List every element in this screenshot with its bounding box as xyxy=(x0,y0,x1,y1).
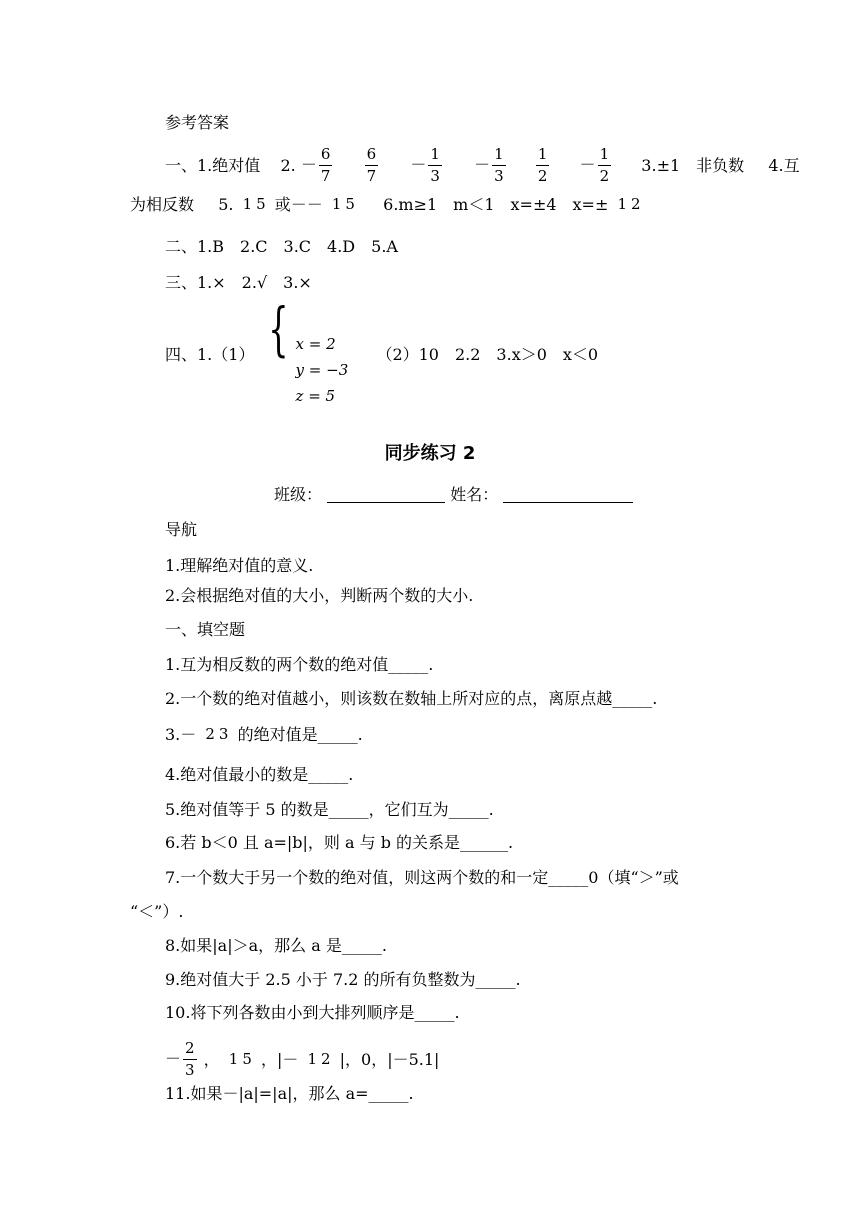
name-blank[interactable] xyxy=(503,486,633,503)
question-10-numbers: － $\frac{2}{3}$ ， 1 5 ，|－ 1 2 |，0，|－5.1| xyxy=(165,1039,440,1079)
exercise-title: 同步练习 2 xyxy=(384,443,476,464)
fraction: $\frac{1}{2}$ xyxy=(537,145,548,185)
fraction: $\frac{1}{2}$ xyxy=(599,145,610,185)
question-7-line-1: 7.一个数大于另一个数的绝对值，则这两个数的和一定_____0（填“＞”或 xyxy=(165,867,679,887)
question-4: 4.绝对值最小的数是_____. xyxy=(165,764,354,784)
question-5: 5.绝对值等于 5 的数是_____，它们互为_____. xyxy=(165,799,494,819)
answers-section-1-line-1: 一、1.绝对值 2. － $\frac{6}{7}$ $\frac{6}{7}$ － $\frac{1}{3}$ － $\frac{1}{3}$ $\frac{1}{2}$ － $\frac{1}{2}$ 3.±1 非负数 4.互 xyxy=(165,145,800,185)
answers-heading: 参考答案 xyxy=(165,112,230,132)
fraction: 1 5 xyxy=(228,1050,252,1068)
question-7-line-2: “＜”）. xyxy=(130,901,184,921)
nav-item-1: 1.理解绝对值的意义. xyxy=(165,555,314,575)
left-brace-icon: { xyxy=(267,295,289,363)
fraction: 2 3 xyxy=(205,725,229,743)
answers-section-3: 三、1.× 2.√ 3.× xyxy=(165,272,312,292)
fraction: $\frac{1}{3}$ xyxy=(430,145,440,185)
fraction: $\frac{6}{7}$ xyxy=(366,145,377,185)
fraction: 1 5 xyxy=(242,195,266,213)
question-2: 2.一个数的绝对值越小，则该数在数轴上所对应的点，离原点越_____. xyxy=(165,688,658,708)
fraction: $\frac{1}{3}$ xyxy=(494,145,504,185)
answers-section-1-line-2: 为相反数 5. 1 5 或－－ 1 5 6.m≥1 m＜1 x=±4 x=± 1 2 xyxy=(130,194,641,214)
equation-system: { x = 2 y = −3 z = 5 xyxy=(267,295,349,405)
question-9: 9.绝对值大于 2.5 小于 7.2 的所有负整数为_____. xyxy=(165,969,521,989)
section-title: 一、填空题 xyxy=(165,619,246,639)
fraction: $\frac{2}{3}$ xyxy=(185,1039,195,1079)
question-3: 3.－ 2 3 的绝对值是_____. xyxy=(165,724,363,744)
fraction: 1 2 xyxy=(307,1050,331,1068)
class-blank[interactable] xyxy=(327,486,445,503)
question-11: 11.如果－|a|=|a|，那么 a=_____. xyxy=(165,1083,414,1103)
nav-heading: 导航 xyxy=(165,519,198,539)
answers-section-4: 四、1.（1） { x = 2 y = −3 z = 5 （2）10 2.2 3.x＞0 x＜0 xyxy=(165,300,598,409)
answers-section-2: 二、1.B 2.C 3.C 4.D 5.A xyxy=(165,236,398,256)
fraction: $\frac{6}{7}$ xyxy=(320,145,331,185)
question-8: 8.如果|a|＞a，那么 a 是_____. xyxy=(165,935,387,955)
question-10: 10.将下列各数由小到大排列顺序是_____. xyxy=(165,1002,460,1022)
fraction: 1 5 xyxy=(331,195,355,213)
fraction: 1 2 xyxy=(617,195,641,213)
student-info-line: 班级： 姓名： xyxy=(274,484,633,505)
question-6: 6.若 b＜0 且 a=|b|，则 a 与 b 的关系是______. xyxy=(165,832,514,852)
nav-item-2: 2.会根据绝对值的大小，判断两个数的大小. xyxy=(165,585,474,605)
question-1: 1.互为相反数的两个数的绝对值_____. xyxy=(165,654,434,674)
